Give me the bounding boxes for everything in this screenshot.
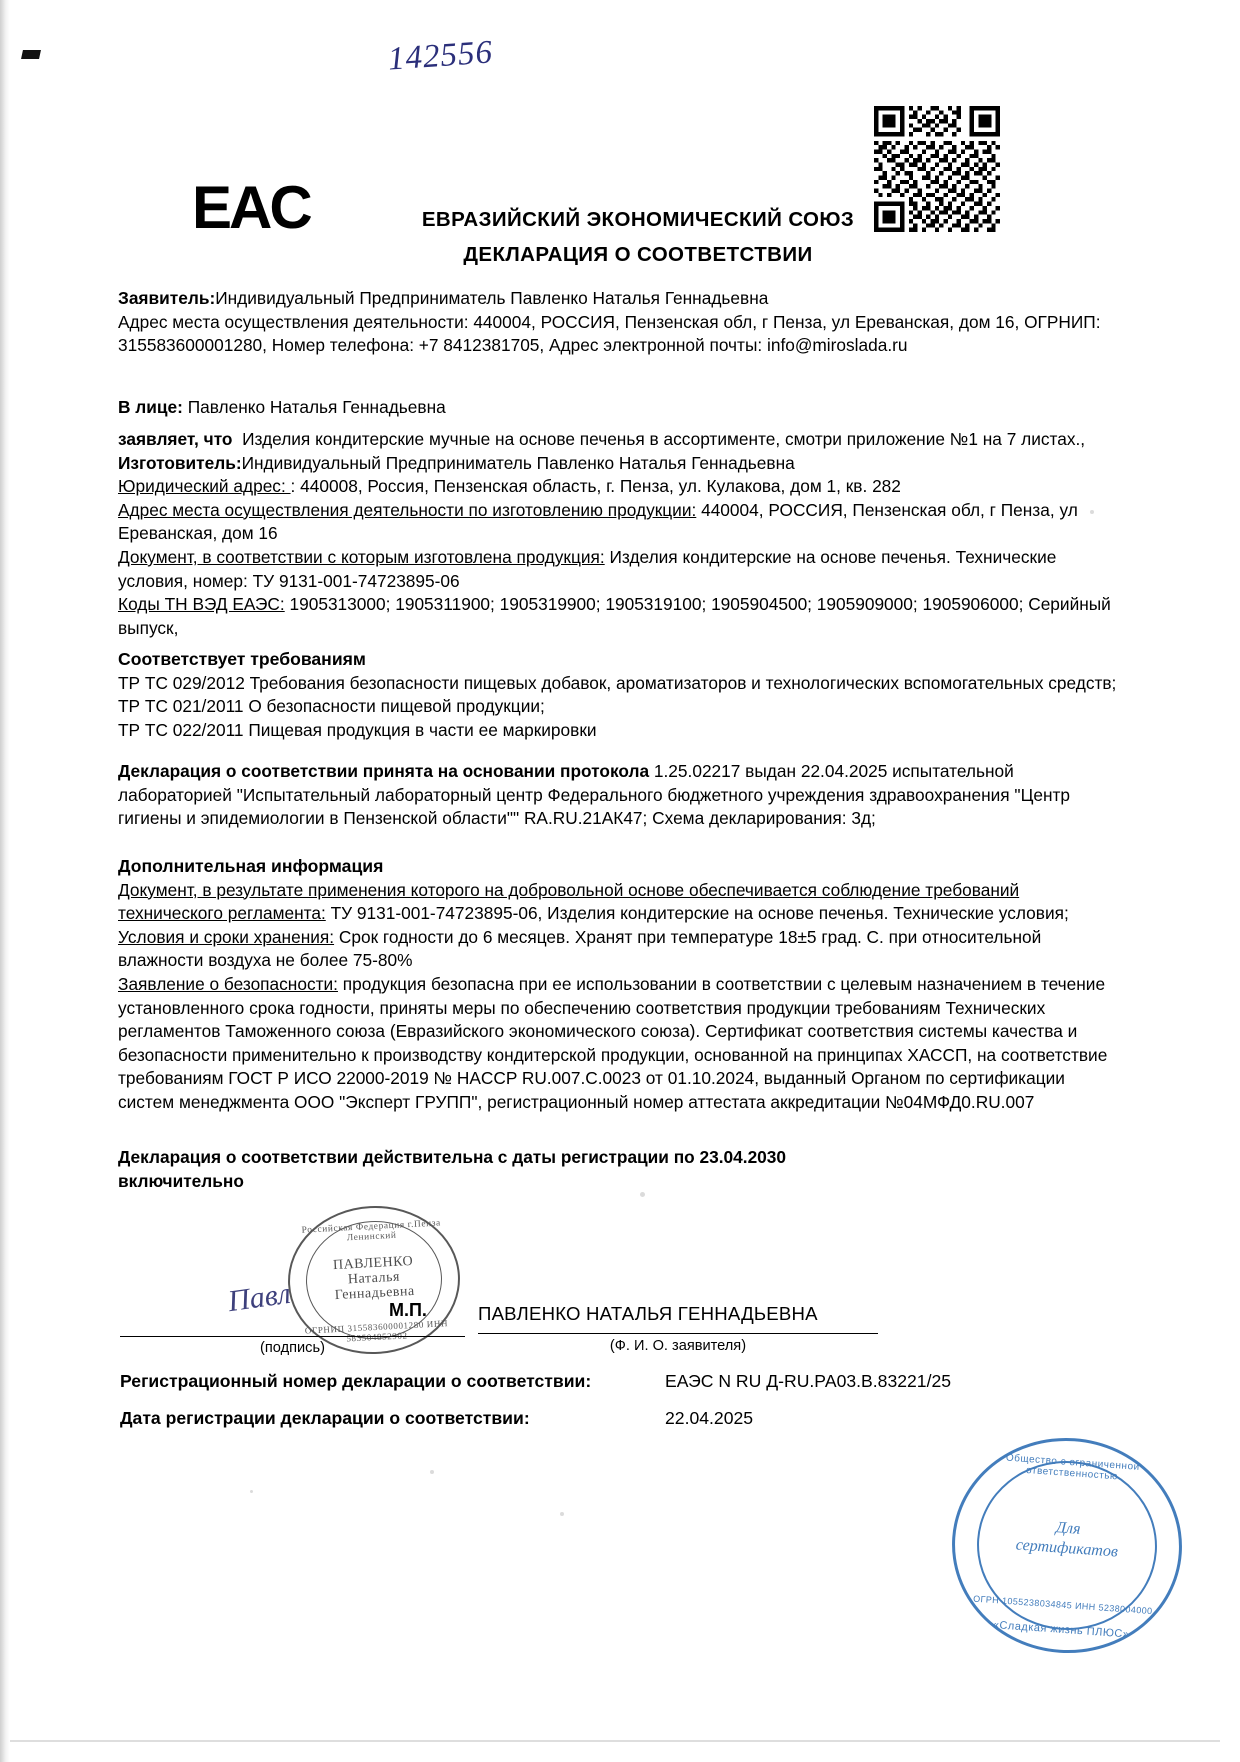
signature-line — [120, 1336, 465, 1337]
scan-speck — [640, 1192, 645, 1197]
blue-stamp-sub-arc: ОГРН 1055238034845 ИНН 5238004000 — [972, 1593, 1153, 1617]
protocol-value: 1.25.02217 выдан 22.04.2025 испытательной лабораторией "Испытательный лабораторный центр Федерального бюджетного учреждения здравоохранения "Центр гигиены и эпидемиологии в Пензенской области"" RA.RU.21АК47; Схема декларирования: 3д; — [118, 761, 1071, 829]
scan-corner-mark — [21, 50, 41, 59]
blue-stamp-center-line-1: Для — [1055, 1519, 1082, 1538]
company-blue-stamp — [945, 1430, 1189, 1661]
seal-name-line-3: Геннадьевна — [334, 1283, 416, 1304]
storage-value: Срок годности до 6 месяцев. Хранят при температуре 18±5 град. С. при относительной влажности воздуха не более 75-80% — [118, 926, 1042, 971]
applicant-address: Адрес места осуществления деятельности: 440004, РОССИЯ, Пензенская обл, г Пенза, ул Ереванская, дом 16, ОГРНИП: 315583600001280, Номер телефона: +7 8412381705, Адрес электронной почты: info@miroslada.ru — [118, 311, 1101, 356]
validity-line-1: Декларация о соответствии действительна с даты регистрации по 23.04.2030 — [118, 1147, 787, 1167]
safety-value: продукция безопасна при ее использовании в соответствии с целевым назначением в течение установленного срока годности, приняты меры по обеспечению соответствия продукции требованиям Технических регламентов Таможенного союза (Евразийского экономического союза). Сертификат соответствия системы качества и безопасности применительно к производству кондитерской продукции, основанной на принципах ХАССП, на соответствие требованиям ГОСТ Р ИСО 22000-2019 № HACCP RU.007.C.0023 от 01.10.2024, выданный Органом по сертификации систем менеджмента ООО "Эксперт ГРУПП", регистрационный номер аттестата аккредитации №04МФД0.RU.007 — [118, 973, 1108, 1112]
tnved-value: 1905313000; 1905311900; 1905319900; 1905319100; 1905904500; 1905909000; 1905906000; Серийный выпуск, — [118, 594, 1111, 638]
signer-caption: (Ф. И. О. заявителя) — [609, 1338, 747, 1354]
entrepreneur-seal-stamp — [284, 1202, 464, 1359]
blue-stamp-arc-bottom: «Сладкая жизнь ПЛЮС» — [992, 1619, 1130, 1641]
declaration-block — [118, 428, 1124, 640]
additional-info-block — [118, 855, 1124, 1115]
registration-number-row — [120, 1371, 952, 1392]
seal-arc-bottom: ОГРНИП 315583600001280 ИНН 583504852902 — [304, 1318, 449, 1344]
seal-name-line-2: Наталья — [347, 1269, 401, 1288]
applicant-value: Индивидуальный Предприниматель Павленко Наталья Геннадьевна — [215, 288, 769, 308]
representative-label: В лице: — [118, 397, 183, 417]
legal-address-value: : 440008, Россия, Пензенская область, г. Пенза, ул. Кулакова, дом 1, кв. 282 — [290, 476, 901, 497]
voluntary-doc-value: ТУ 9131-001-74723895-06, Изделия кондитерские на основе печенья. Технические условия; — [325, 903, 1069, 924]
registration-date-label: Дата регистрации декларации о соответствии: — [120, 1408, 530, 1428]
validity-line-2: включительно — [118, 1170, 244, 1191]
storage-label: Условия и сроки хранения: — [118, 926, 335, 947]
voluntary-doc-label: Документ, в результате применения которого на добровольной основе обеспечивается соблюдение требований технического регламента: — [118, 879, 1020, 924]
conformity-item: ТР ТС 029/2012 Требования безопасности пищевых добавок, ароматизаторов и технологических вспомогательных средств; — [118, 672, 1117, 693]
conformity-block — [118, 648, 1124, 742]
signature-caption: (подпись) — [260, 1340, 325, 1356]
scan-edge-shadow — [0, 0, 10, 1762]
scan-speck — [250, 1490, 253, 1493]
applicant-label: Заявитель: — [118, 288, 216, 308]
manufacturer-label: Изготовитель: — [118, 452, 242, 473]
conformity-heading: Соответствует требованиям — [118, 649, 366, 669]
production-address-label: Адрес места осуществления деятельности по изготовлению продукции: — [118, 499, 697, 520]
scan-bottom-edge — [10, 1740, 1220, 1742]
manufacturer-value: Индивидуальный Предприниматель Павленко Наталья Геннадьевна — [241, 452, 795, 473]
validity-block — [118, 1146, 1124, 1193]
seal-name-line-1: ПАВЛЕНКО — [332, 1253, 414, 1274]
registration-date-row — [120, 1408, 754, 1429]
scan-speck — [1090, 510, 1094, 514]
seal-center-text — [289, 1252, 459, 1306]
representative-block — [118, 396, 1124, 420]
union-title: ЕВРАЗИЙСКИЙ ЭКОНОМИЧЕСКИЙ СОЮЗ — [421, 208, 855, 231]
registration-number-label: Регистрационный номер декларации о соответствии: — [120, 1371, 592, 1391]
production-address-value: 440004, РОССИЯ, Пензенская обл, г Пенза, ул Ереванская, дом 16 — [118, 499, 1078, 544]
signer-line — [478, 1333, 878, 1334]
registration-number-value: ЕАЭС N RU Д-RU.РА03.В.83221/25 — [665, 1371, 952, 1391]
blue-stamp-center-line-2: сертификатов — [1015, 1536, 1119, 1561]
handwritten-signature: Павл — [225, 1276, 293, 1319]
legal-address-label: Юридический адрес: — [118, 476, 291, 497]
conformity-item: ТР ТС 022/2011 Пищевая продукция в части ее маркировки — [118, 719, 597, 740]
seal-arc-top: Российская Федерация г.Пенза Ленинский — [301, 1218, 442, 1244]
registration-date-value: 22.04.2025 — [665, 1408, 754, 1428]
product-doc-value: Изделия кондитерские на основе печенья. Технические условия, номер: ТУ 9131-001-74723895-06 — [118, 546, 1057, 591]
safety-label: Заявление о безопасности: — [118, 973, 338, 994]
tnved-label: Коды ТН ВЭД ЕАЭС: — [118, 594, 285, 615]
representative-value: Павленко Наталья Геннадьевна — [187, 397, 446, 417]
eac-mark: EAC — [192, 174, 310, 241]
scan-speck — [430, 1470, 434, 1474]
handwritten-number: 142556 — [386, 34, 495, 78]
blue-stamp-arc-top: Общество с ограниченной ответственностью — [1005, 1452, 1141, 1483]
signer-name: ПАВЛЕНКО НАТАЛЬЯ ГЕННАДЬЕВНА — [478, 1303, 818, 1324]
applicant-block — [118, 287, 1124, 358]
scan-speck — [560, 1512, 564, 1516]
declares-label: заявляет, что — [118, 429, 233, 449]
protocol-block — [118, 760, 1124, 831]
conformity-item: ТР ТС 021/2011 О безопасности пищевой продукции; — [118, 696, 545, 717]
additional-info-heading: Дополнительная информация — [118, 856, 384, 876]
mp-label: М.П. — [389, 1300, 427, 1320]
declares-value: Изделия кондитерские мучные на основе печенья в ассортименте, смотри приложение №1 на 7 листах., — [242, 429, 1086, 449]
document-title: ДЕКЛАРАЦИЯ О СООТВЕТСТВИИ — [463, 243, 813, 266]
product-doc-label: Документ, в соответствии с которым изготовлена продукция: — [118, 546, 605, 567]
protocol-label: Декларация о соответствии принята на основании протокола — [118, 761, 650, 781]
